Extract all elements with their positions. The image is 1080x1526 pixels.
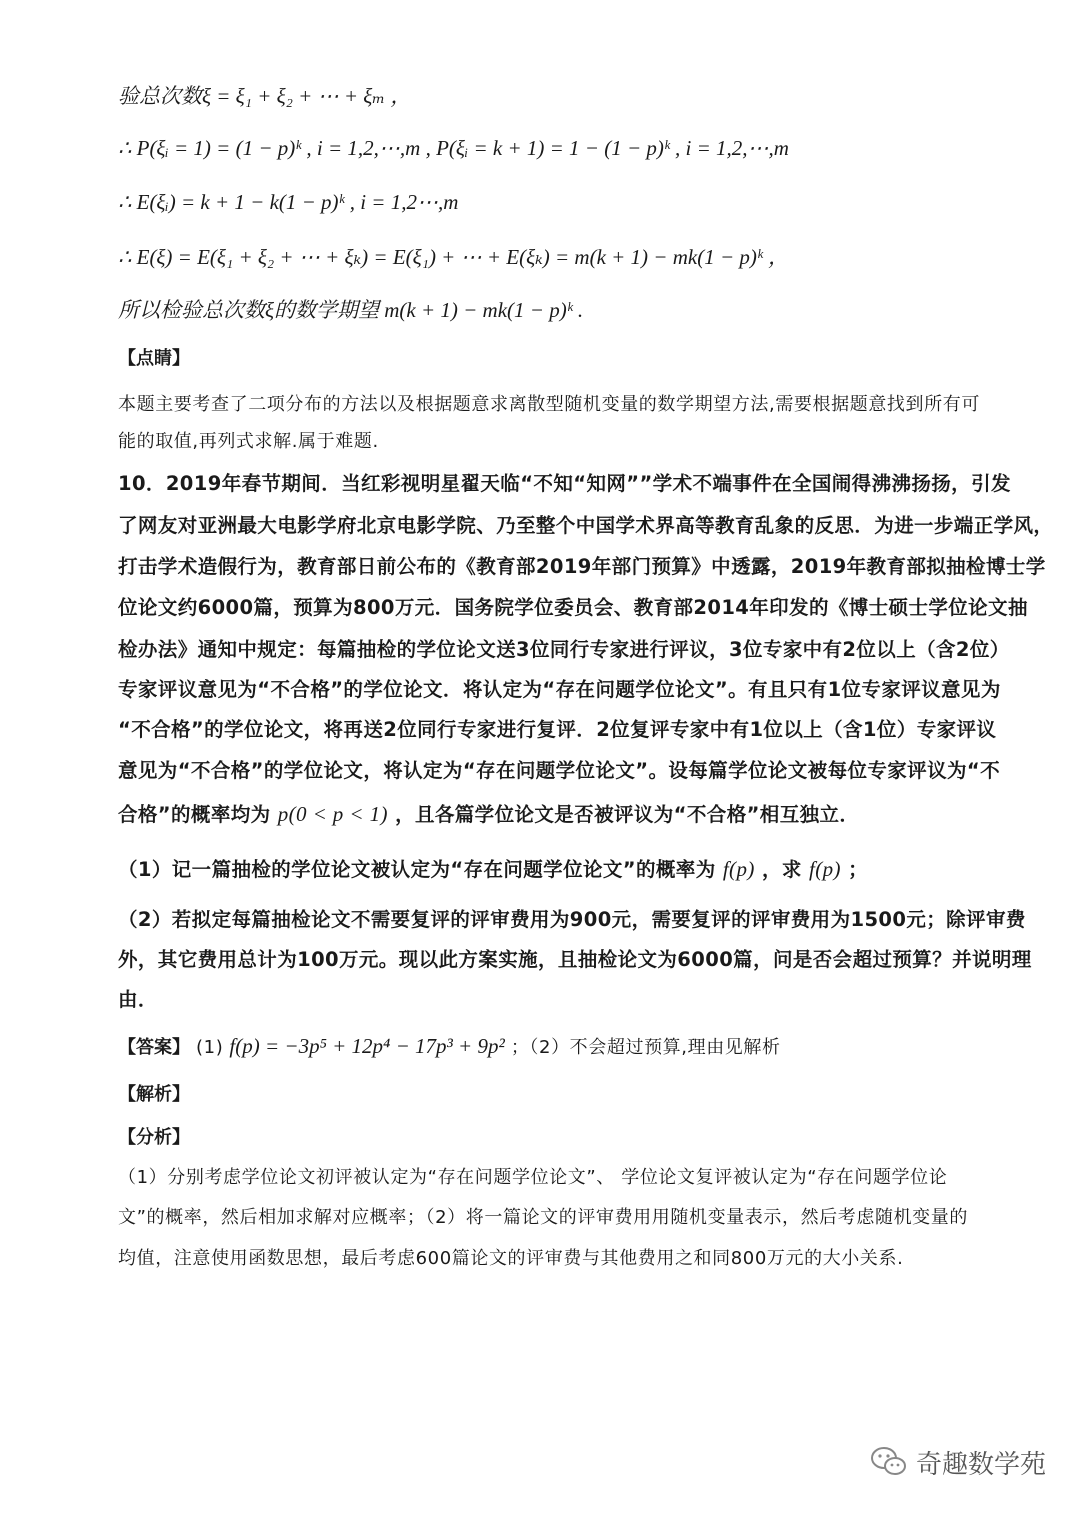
question-line-1: 10．2019年春节期间．当红彩视明星翟天临“不知“知网””学术不端事件在全国闹得沸沸扬扬，引发 — [118, 472, 1011, 495]
question-line-9 — [118, 800, 978, 829]
sub-question-1-text-c: ； — [848, 858, 868, 881]
wechat-icon — [870, 1446, 908, 1478]
sub-question-1 — [118, 855, 978, 884]
f-of-p-formula-2: f(p) — [808, 857, 841, 881]
question-line-5: 检办法》通知中规定：每篇抽检的学位论文送3位同行专家进行评议，3位专家中有2位以上（含2位） — [118, 638, 1010, 661]
watermark-text: 奇趣数学苑 — [916, 1449, 1047, 1480]
question-line-9-text-b: ，且各篇学位论文是否被评议为“不合格”相互独立． — [395, 803, 860, 826]
comment-line-1: 本题主要考查了二项分布的方法以及根据题意求离散型随机变量的数学期望方法,需要根据题意找到所有可 — [118, 394, 980, 415]
answer-line — [118, 1032, 978, 1062]
comment-line-2: 能的取值,再列式求解.属于难题. — [118, 431, 379, 452]
analysis-line-1: （1）分别考虑学位论文初评被认定为“存在问题学位论文”、 学位论文复评被认定为“存在问题学位论 — [118, 1167, 948, 1188]
solution-line-4: ∴ E(ξ) = E(ξ₁ + ξ₂ + ⋯ + ξₖ) = E(ξ₁) + ⋯ + E(ξₖ) = m(k + 1) − mk(1 − p)ᵏ ， — [118, 245, 790, 269]
analysis-sub-heading: 【分析】 — [118, 1127, 190, 1148]
probability-range-formula: p(0 < p < 1) — [277, 802, 388, 826]
question-line-3: 打击学术造假行为，教育部日前公布的《教育部2019年部门预算》中透露，2019年教育部拟抽检博士学 — [118, 555, 1046, 578]
question-line-8: 意见为“不合格”的学位论文，将认定为“存在问题学位论文”。设每篇学位论文被每位专家评议为“不 — [118, 759, 1000, 782]
question-line-9-text-a: 合格”的概率均为 — [118, 803, 271, 826]
solution-line-1: 验总次数ξ = ξ₁ + ξ₂ + ⋯ + ξₘ ， — [118, 84, 412, 108]
answer-part-2: ；（2）不会超过预算,理由见解析 — [510, 1037, 781, 1058]
analysis-heading: 【解析】 — [118, 1084, 190, 1105]
analysis-line-3: 均值，注意使用函数思想，最后考虑600篇论文的评审费与其他费用之和同800万元的大小关系. — [118, 1248, 904, 1269]
solution-line-2: ∴ P(ξᵢ = 1) = (1 − p)ᵏ , i = 1,2,⋯,m , P(ξᵢ = k + 1) = 1 − (1 − p)ᵏ , i = 1,2,⋯,m — [118, 136, 789, 160]
analysis-line-2: 文”的概率，然后相加求解对应概率；（2）将一篇论文的评审费用用随机变量表示，然后考虑随机变量的 — [118, 1207, 968, 1228]
sub-question-1-text-a: （1）记一篇抽检的学位论文被认定为“存在问题学位论文”的概率为 — [118, 858, 716, 881]
f-of-p-formula: f(p) — [722, 857, 755, 881]
sub-question-2-line-2: 外，其它费用总计为100万元。现以此方案实施，且抽检论文为6000篇，问是否会超过预算？并说明理 — [118, 948, 1032, 971]
question-line-4: 位论文约6000篇，预算为800万元．国务院学位委员会、教育部2014年印发的《博士硕士学位论文抽 — [118, 596, 1028, 619]
watermark — [870, 1440, 1046, 1484]
question-line-2: 了网友对亚洲最大电影学府北京电影学院、乃至整个中国学术界高等教育乱象的反思．为进一步端正学风， — [118, 514, 1054, 537]
answer-formula: f(p) = −3p⁵ + 12p⁴ − 17p³ + 9p² — [229, 1034, 505, 1058]
sub-question-2-line-3: 由． — [118, 988, 158, 1011]
answer-part-1: (1) — [196, 1037, 224, 1058]
sub-question-2-line-1: （2）若拟定每篇抽检论文不需要复评的评审费用为900元，需要复评的评审费用为1500元；除评审费 — [118, 908, 1026, 931]
question-line-7: “不合格”的学位论文，将再送2位同行专家进行复评．2位复评专家中有1位以上（含1位）专家评议 — [118, 718, 997, 741]
solution-line-3: ∴ E(ξᵢ) = k + 1 − k(1 − p)ᵏ , i = 1,2⋯,m — [118, 190, 459, 214]
question-line-6: 专家评议意见为“不合格”的学位论文．将认定为“存在问题学位论文”。有且只有1位专家评议意见为 — [118, 678, 1001, 701]
answer-label: 【答案】 — [118, 1037, 190, 1058]
sub-question-1-text-b: ，求 — [761, 858, 802, 881]
solution-line-5: 所以检验总次数ξ的数学期望 m(k + 1) − mk(1 − p)ᵏ . — [118, 298, 584, 322]
comment-heading: 【点睛】 — [118, 348, 190, 369]
